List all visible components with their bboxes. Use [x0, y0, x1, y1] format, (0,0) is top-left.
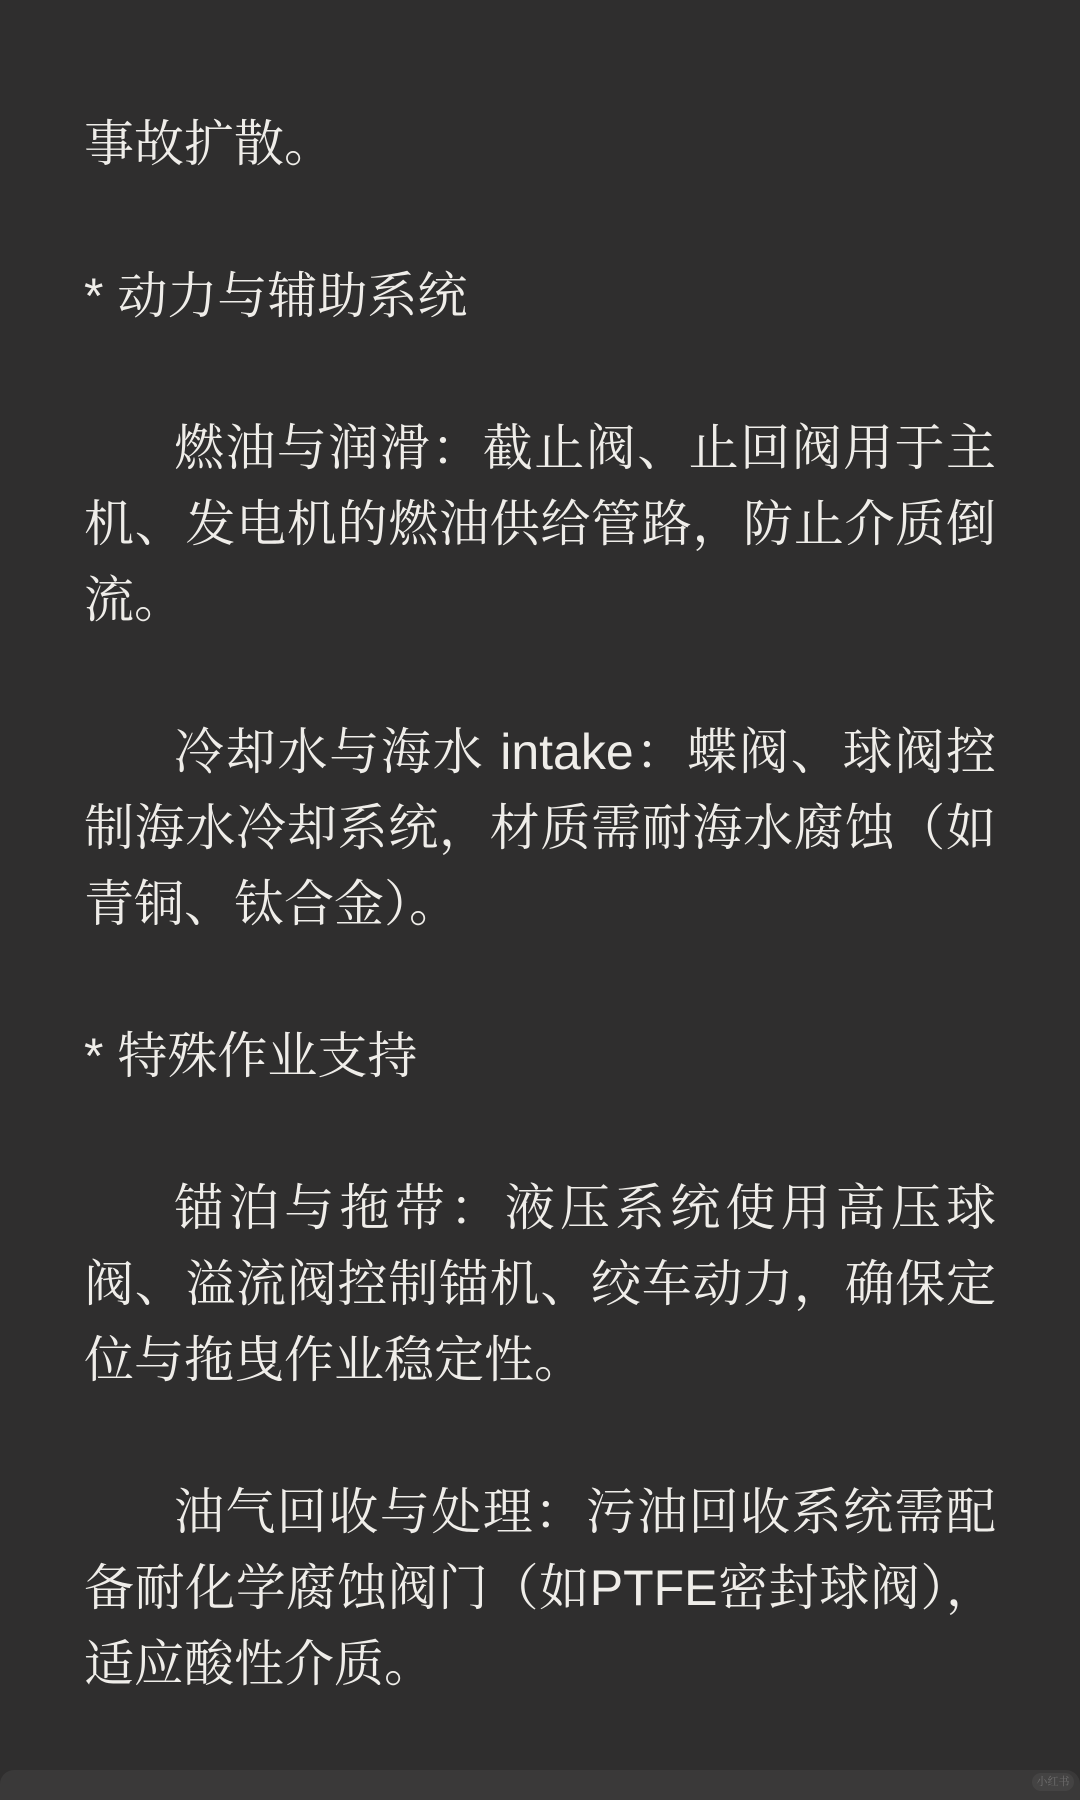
para-cooling-seawater-intake: 冷却水与海水 intake：蝶阀、球阀控制海水冷却系统，材质需耐海水腐蚀（如青铜、钛合金）。 — [84, 724, 996, 932]
bottom-sheet-edge — [0, 1770, 1080, 1800]
para-accident-spread: 事故扩散。 — [84, 116, 334, 172]
heading-special-operations-support: * 特殊作业支持 — [84, 1028, 418, 1084]
xiaohongshu-watermark-badge — [1032, 1773, 1074, 1791]
para-mooring-towing: 锚泊与拖带：液压系统使用高压球阀、溢流阀控制锚机、绞车动力，确保定位与拖曳作业稳定性。 — [84, 1180, 996, 1388]
heading-power-auxiliary-systems: * 动力与辅助系统 — [84, 268, 468, 324]
para-fuel-lubrication: 燃油与润滑：截止阀、止回阀用于主机、发电机的燃油供给管路，防止介质倒流。 — [84, 420, 996, 628]
para-oil-gas-recovery: 油气回收与处理：污油回收系统需配备耐化学腐蚀阀门（如PTFE密封球阀），适应酸性介质。 — [84, 1484, 996, 1692]
xiaohongshu-watermark-label: 小红书 — [1036, 1775, 1070, 1788]
